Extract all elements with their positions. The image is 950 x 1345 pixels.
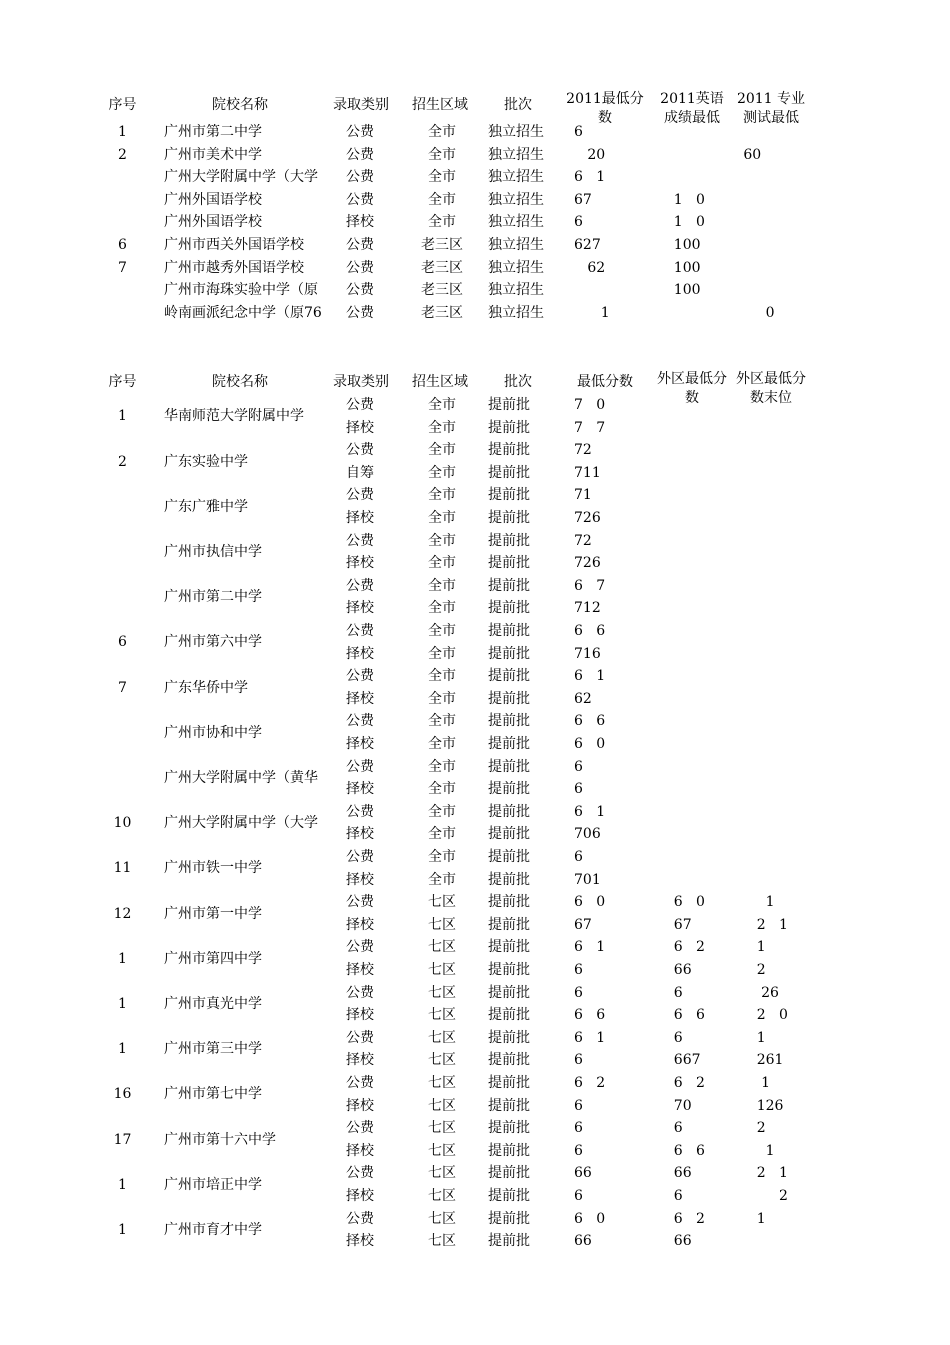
t1-batch-cell: 独立招生 [488, 124, 544, 140]
t2-type-cell: 公费 [346, 1120, 374, 1137]
t1-type-cell: 公费 [346, 259, 374, 276]
t2-type-cell: 公费 [346, 623, 374, 639]
t2-batch-cell: 提前批 [488, 1142, 530, 1159]
t2-area-cell: 七区 [428, 984, 456, 1001]
t2-school-name: 广州市第二中学 [164, 589, 262, 606]
t2-outside-min-score: 6 0 [656, 894, 705, 911]
t1-english-score: 100 [656, 259, 701, 276]
t2-min-score: 7 7 [574, 419, 606, 436]
t2-type-cell: 择校 [346, 645, 374, 662]
t2-school-name: 广州市第十六中学 [164, 1131, 276, 1148]
t2-outside-min-score: 6 [656, 1029, 683, 1046]
t2-area-cell: 七区 [428, 1188, 456, 1204]
t2-school-name: 广州市铁一中学 [164, 860, 262, 877]
t1-type-cell: 公费 [346, 169, 374, 186]
t2-outside-last-rank: 1 [730, 1210, 766, 1227]
t2-seq-cell: 17 [113, 1131, 132, 1148]
t2-min-score: 726 [574, 510, 601, 526]
t2-area-cell: 七区 [428, 1075, 456, 1091]
t2-outside-min-score: 667 [656, 1052, 701, 1069]
t1-area-cell: 老三区 [421, 304, 463, 321]
t2-min-score: 6 [574, 1142, 583, 1159]
t1-area-cell: 全市 [428, 191, 456, 208]
t2-min-score: 6 [574, 1120, 583, 1137]
t2-header-out: 外区最低分数 [657, 371, 727, 406]
t1-header-min: 2011最低分数 [566, 91, 644, 126]
t2-batch-cell: 提前批 [488, 442, 530, 459]
t2-type-cell: 择校 [346, 871, 374, 888]
t2-min-score: 712 [574, 600, 601, 617]
t2-batch-cell: 提前批 [488, 1029, 530, 1046]
t2-outside-min-score: 6 [656, 984, 683, 1001]
t2-min-score: 6 [574, 984, 583, 1001]
t2-outside-min-score: 6 2 [656, 1075, 705, 1091]
t2-area-cell: 全市 [428, 803, 456, 820]
t2-type-cell: 公费 [346, 577, 374, 594]
t1-header-name: 院校名称 [212, 97, 268, 113]
t2-seq-cell: 1 [118, 408, 127, 425]
t2-type-cell: 公费 [346, 984, 374, 1001]
t2-type-cell: 择校 [346, 555, 374, 572]
t2-school-name: 广州市协和中学 [164, 724, 262, 741]
t1-test-score: 60 [730, 146, 762, 163]
t2-area-cell: 七区 [428, 1097, 456, 1114]
t2-min-score: 7 0 [574, 397, 606, 413]
t2-batch-cell: 提前批 [488, 871, 530, 888]
t2-min-score: 66 [574, 1165, 592, 1182]
t2-area-cell: 全市 [428, 871, 456, 888]
t2-min-score: 6 1 [574, 939, 606, 956]
t2-min-score: 726 [574, 555, 601, 572]
t2-type-cell: 择校 [346, 826, 374, 843]
t2-min-score: 6 2 [574, 1075, 606, 1091]
t2-min-score: 711 [574, 464, 601, 481]
t1-area-cell: 老三区 [421, 237, 463, 253]
t2-batch-cell: 提前批 [488, 781, 530, 798]
t1-type-cell: 公费 [346, 191, 374, 208]
t2-seq-cell: 12 [113, 905, 132, 922]
t2-area-cell: 全市 [428, 781, 456, 798]
t2-type-cell: 择校 [346, 1007, 374, 1024]
t2-outside-min-score: 6 2 [656, 939, 705, 956]
t2-batch-cell: 提前批 [488, 464, 530, 481]
t1-type-cell: 公费 [346, 282, 374, 299]
t2-school-name: 广东华侨中学 [164, 679, 248, 696]
t2-header-seq: 序号 [108, 374, 137, 390]
t1-min-score: 62 [574, 259, 606, 276]
t2-area-cell: 七区 [428, 939, 456, 956]
t2-seq-cell: 10 [113, 815, 132, 832]
t1-school-name: 广州大学附属中学（大学 [164, 169, 318, 186]
t1-min-score: 6 [574, 214, 583, 231]
t2-outside-last-rank: 2 [730, 1188, 788, 1204]
t1-seq-cell: 1 [118, 124, 127, 140]
t2-min-score: 6 [574, 962, 583, 978]
t1-school-name: 广州市西关外国语学校 [164, 237, 304, 253]
t2-min-score: 6 [574, 1052, 583, 1069]
t2-batch-cell: 提前批 [488, 984, 530, 1001]
t2-type-cell: 自筹 [346, 464, 374, 481]
t2-type-cell: 择校 [346, 419, 374, 436]
t2-type-cell: 择校 [346, 1097, 374, 1114]
t2-outside-min-score: 66 [656, 962, 692, 978]
t2-batch-cell: 提前批 [488, 1165, 530, 1182]
t2-batch-cell: 提前批 [488, 1097, 530, 1114]
t2-area-cell: 七区 [428, 916, 456, 933]
t2-type-cell: 公费 [346, 849, 374, 865]
t2-seq-cell: 2 [118, 453, 127, 470]
t2-area-cell: 七区 [428, 1233, 456, 1250]
t2-outside-min-score: 6 6 [656, 1007, 705, 1024]
t1-batch-cell: 独立招生 [488, 214, 544, 231]
t2-header-area: 招生区域 [412, 374, 468, 390]
t1-type-cell: 择校 [346, 214, 374, 231]
t2-batch-cell: 提前批 [488, 736, 530, 752]
t2-seq-cell: 1 [118, 1221, 127, 1238]
t2-type-cell: 择校 [346, 510, 374, 526]
t2-type-cell: 择校 [346, 781, 374, 798]
t2-batch-cell: 提前批 [488, 1052, 530, 1069]
t2-min-score: 701 [574, 871, 601, 888]
t2-area-cell: 七区 [428, 1120, 456, 1137]
t1-type-cell: 公费 [346, 304, 374, 321]
t2-batch-cell: 提前批 [488, 419, 530, 436]
t1-batch-cell: 独立招生 [488, 146, 544, 163]
t1-school-name: 广州市海珠实验中学（原 [164, 282, 318, 299]
t2-batch-cell: 提前批 [488, 1075, 530, 1091]
t2-min-score: 71 [574, 487, 592, 504]
t2-type-cell: 择校 [346, 916, 374, 933]
t2-area-cell: 七区 [428, 894, 456, 911]
t2-type-cell: 公费 [346, 1075, 374, 1091]
t2-min-score: 6 [574, 758, 583, 775]
t2-area-cell: 全市 [428, 736, 456, 752]
t2-min-score: 716 [574, 645, 601, 662]
t2-min-score: 6 [574, 1097, 583, 1114]
t2-type-cell: 公费 [346, 758, 374, 775]
t1-header-seq: 序号 [108, 97, 137, 113]
t2-batch-cell: 提前批 [488, 577, 530, 594]
t2-min-score: 6 1 [574, 1029, 606, 1046]
t2-min-score: 6 1 [574, 803, 606, 820]
t1-header-batch: 批次 [504, 97, 532, 113]
t2-batch-cell: 提前批 [488, 713, 530, 730]
t2-min-score: 67 [574, 916, 592, 933]
t2-area-cell: 全市 [428, 532, 456, 549]
t2-area-cell: 全市 [428, 826, 456, 843]
t2-outside-min-score: 70 [656, 1097, 692, 1114]
t2-area-cell: 全市 [428, 577, 456, 594]
t2-type-cell: 公费 [346, 939, 374, 956]
t1-area-cell: 全市 [428, 214, 456, 231]
t1-school-name: 广州市越秀外国语学校 [164, 259, 304, 276]
t1-batch-cell: 独立招生 [488, 237, 544, 253]
t2-type-cell: 择校 [346, 1052, 374, 1069]
t2-type-cell: 择校 [346, 736, 374, 752]
t2-batch-cell: 提前批 [488, 1188, 530, 1204]
t1-header-test: 2011 专业测试最低 [736, 91, 806, 126]
t1-school-name: 广州外国语学校 [164, 191, 262, 208]
t2-school-name: 广州市第三中学 [164, 1041, 262, 1058]
t2-area-cell: 七区 [428, 1052, 456, 1069]
t1-seq-cell: 7 [118, 259, 127, 276]
t2-outside-last-rank: 2 0 [730, 1007, 788, 1024]
t2-batch-cell: 提前批 [488, 510, 530, 526]
t2-min-score: 72 [574, 442, 592, 459]
t2-outside-min-score: 66 [656, 1233, 692, 1250]
t2-min-score: 6 1 [574, 668, 606, 685]
t2-batch-cell: 提前批 [488, 803, 530, 820]
t2-batch-cell: 提前批 [488, 645, 530, 662]
t2-type-cell: 公费 [346, 803, 374, 820]
t1-batch-cell: 独立招生 [488, 191, 544, 208]
t2-seq-cell: 1 [118, 950, 127, 967]
t2-outside-last-rank: 1 [730, 1075, 771, 1091]
t2-type-cell: 公费 [346, 442, 374, 459]
t1-min-score: 6 1 [574, 169, 606, 186]
t2-type-cell: 择校 [346, 1188, 374, 1204]
t1-english-score: 1 0 [656, 191, 705, 208]
t2-header-name: 院校名称 [212, 374, 268, 390]
t1-area-cell: 老三区 [421, 259, 463, 276]
t2-outside-last-rank: 1 [730, 1029, 766, 1046]
t1-area-cell: 全市 [428, 169, 456, 186]
t2-min-score: 62 [574, 690, 592, 707]
t1-batch-cell: 独立招生 [488, 169, 544, 186]
t1-header-eng: 2011英语成绩最低 [660, 91, 724, 126]
t2-seq-cell: 1 [118, 995, 127, 1012]
t2-school-name: 华南师范大学附属中学 [164, 408, 304, 425]
t2-school-name: 广州大学附属中学（黄华 [164, 769, 318, 786]
t1-header-type: 录取类别 [333, 97, 389, 113]
t2-header-batch: 批次 [504, 374, 532, 390]
t2-type-cell: 择校 [346, 962, 374, 978]
t2-min-score: 6 7 [574, 577, 606, 594]
t1-area-cell: 全市 [428, 146, 456, 163]
t2-seq-cell: 1 [118, 1176, 127, 1193]
t2-batch-cell: 提前批 [488, 1233, 530, 1250]
t2-outside-last-rank: 2 [730, 1120, 766, 1137]
t2-area-cell: 七区 [428, 1210, 456, 1227]
t1-area-cell: 老三区 [421, 282, 463, 299]
t2-outside-last-rank: 2 1 [730, 916, 788, 933]
t2-type-cell: 公费 [346, 668, 374, 685]
t2-batch-cell: 提前批 [488, 1120, 530, 1137]
t1-school-name: 广州市第二中学 [164, 124, 262, 140]
t2-outside-min-score: 6 2 [656, 1210, 705, 1227]
t2-batch-cell: 提前批 [488, 894, 530, 911]
t2-batch-cell: 提前批 [488, 962, 530, 978]
t2-seq-cell: 1 [118, 1041, 127, 1058]
t2-area-cell: 七区 [428, 1142, 456, 1159]
t2-outside-last-rank: 1 [730, 1142, 775, 1159]
t2-batch-cell: 提前批 [488, 916, 530, 933]
t2-type-cell: 公费 [346, 713, 374, 730]
t2-type-cell: 择校 [346, 600, 374, 617]
t2-type-cell: 择校 [346, 690, 374, 707]
t2-batch-cell: 提前批 [488, 849, 530, 865]
t2-batch-cell: 提前批 [488, 668, 530, 685]
t1-batch-cell: 独立招生 [488, 259, 544, 276]
t2-school-name: 广州市真光中学 [164, 995, 262, 1012]
t2-area-cell: 全市 [428, 487, 456, 504]
t2-min-score: 66 [574, 1233, 592, 1250]
t2-school-name: 广东广雅中学 [164, 498, 248, 515]
t1-english-score: 1 0 [656, 214, 705, 231]
t2-school-name: 广州市执信中学 [164, 543, 262, 560]
t2-min-score: 6 6 [574, 623, 606, 639]
t1-school-name: 广州市美术中学 [164, 146, 262, 163]
t2-area-cell: 七区 [428, 962, 456, 978]
t2-area-cell: 全市 [428, 690, 456, 707]
t2-area-cell: 全市 [428, 645, 456, 662]
t2-batch-cell: 提前批 [488, 623, 530, 639]
t2-batch-cell: 提前批 [488, 1210, 530, 1227]
t2-school-name: 广州市第七中学 [164, 1086, 262, 1103]
t2-batch-cell: 提前批 [488, 939, 530, 956]
t2-min-score: 6 [574, 781, 583, 798]
t1-test-score: 0 [730, 304, 775, 321]
t2-min-score: 706 [574, 826, 601, 843]
t2-outside-min-score: 6 [656, 1120, 683, 1137]
t2-school-name: 广州市第六中学 [164, 634, 262, 651]
t1-english-score: 100 [656, 282, 701, 299]
t1-english-score: 100 [656, 237, 701, 253]
t2-school-name: 广州市培正中学 [164, 1176, 262, 1193]
t2-seq-cell: 7 [118, 679, 127, 696]
t2-area-cell: 全市 [428, 555, 456, 572]
t2-min-score: 6 0 [574, 1210, 606, 1227]
t2-min-score: 6 6 [574, 713, 606, 730]
t2-min-score: 6 6 [574, 1007, 606, 1024]
t1-school-name: 广州外国语学校 [164, 214, 262, 231]
t2-school-name: 广东实验中学 [164, 453, 248, 470]
t2-seq-cell: 16 [113, 1086, 132, 1103]
t2-type-cell: 公费 [346, 487, 374, 504]
t2-batch-cell: 提前批 [488, 532, 530, 549]
t1-type-cell: 公费 [346, 124, 374, 140]
t2-min-score: 6 [574, 849, 583, 865]
t2-type-cell: 公费 [346, 1165, 374, 1182]
t2-area-cell: 全市 [428, 849, 456, 865]
t1-min-score: 67 [574, 191, 592, 208]
t1-min-score: 20 [574, 146, 606, 163]
t1-seq-cell: 6 [118, 237, 127, 253]
t2-outside-min-score: 66 [656, 1165, 692, 1182]
t2-batch-cell: 提前批 [488, 758, 530, 775]
t2-min-score: 6 [574, 1188, 583, 1204]
t2-min-score: 6 0 [574, 894, 606, 911]
t2-header-type: 录取类别 [333, 374, 389, 390]
t2-school-name: 广州市第四中学 [164, 950, 262, 967]
t2-area-cell: 全市 [428, 397, 456, 413]
t2-area-cell: 七区 [428, 1029, 456, 1046]
t2-type-cell: 择校 [346, 1142, 374, 1159]
t2-min-score: 6 0 [574, 736, 606, 752]
t2-type-cell: 公费 [346, 1029, 374, 1046]
t2-school-name: 广州大学附属中学（大学 [164, 815, 318, 832]
t2-seq-cell: 11 [113, 860, 132, 877]
t2-area-cell: 全市 [428, 668, 456, 685]
t2-type-cell: 公费 [346, 397, 374, 413]
t2-outside-last-rank: 1 [730, 939, 766, 956]
t2-outside-last-rank: 2 1 [730, 1165, 788, 1182]
t2-type-cell: 公费 [346, 894, 374, 911]
t2-outside-min-score: 67 [656, 916, 692, 933]
t2-outside-last-rank: 126 [730, 1097, 784, 1114]
t2-area-cell: 全市 [428, 713, 456, 730]
t1-min-score: 627 [574, 237, 601, 253]
t1-min-score: 6 [574, 124, 583, 140]
t2-batch-cell: 提前批 [488, 487, 530, 504]
t1-seq-cell: 2 [118, 146, 127, 163]
t1-school-name: 岭南画派纪念中学（原76 [164, 304, 322, 321]
t2-outside-last-rank: 2 [730, 962, 766, 978]
t2-min-score: 72 [574, 532, 592, 549]
t2-area-cell: 七区 [428, 1007, 456, 1024]
t2-outside-last-rank: 26 [730, 984, 779, 1001]
t2-outside-min-score: 6 [656, 1188, 683, 1204]
t2-outside-min-score: 6 6 [656, 1142, 705, 1159]
t1-min-score: 1 [574, 304, 610, 321]
t2-batch-cell: 提前批 [488, 1007, 530, 1024]
t2-type-cell: 公费 [346, 532, 374, 549]
t1-type-cell: 公费 [346, 237, 374, 253]
t2-batch-cell: 提前批 [488, 397, 530, 413]
t1-header-area: 招生区域 [412, 97, 468, 113]
t2-batch-cell: 提前批 [488, 555, 530, 572]
t2-school-name: 广州市第一中学 [164, 905, 262, 922]
t1-batch-cell: 独立招生 [488, 282, 544, 299]
t2-header-last: 外区最低分数末位 [736, 371, 806, 406]
t2-area-cell: 全市 [428, 419, 456, 436]
t2-area-cell: 全市 [428, 600, 456, 617]
t2-type-cell: 公费 [346, 1210, 374, 1227]
t2-outside-last-rank: 1 [730, 894, 775, 911]
t2-outside-last-rank: 261 [730, 1052, 784, 1069]
t2-batch-cell: 提前批 [488, 690, 530, 707]
t2-header-min: 最低分数 [577, 374, 633, 390]
t2-batch-cell: 提前批 [488, 600, 530, 617]
t1-area-cell: 全市 [428, 124, 456, 140]
t2-seq-cell: 6 [118, 634, 127, 651]
t2-area-cell: 七区 [428, 1165, 456, 1182]
t2-area-cell: 全市 [428, 623, 456, 639]
t2-school-name: 广州市育才中学 [164, 1221, 262, 1238]
t2-area-cell: 全市 [428, 442, 456, 459]
t1-type-cell: 公费 [346, 146, 374, 163]
t2-area-cell: 全市 [428, 464, 456, 481]
t2-area-cell: 全市 [428, 758, 456, 775]
t1-batch-cell: 独立招生 [488, 304, 544, 321]
t2-batch-cell: 提前批 [488, 826, 530, 843]
t2-type-cell: 择校 [346, 1233, 374, 1250]
t2-area-cell: 全市 [428, 510, 456, 526]
